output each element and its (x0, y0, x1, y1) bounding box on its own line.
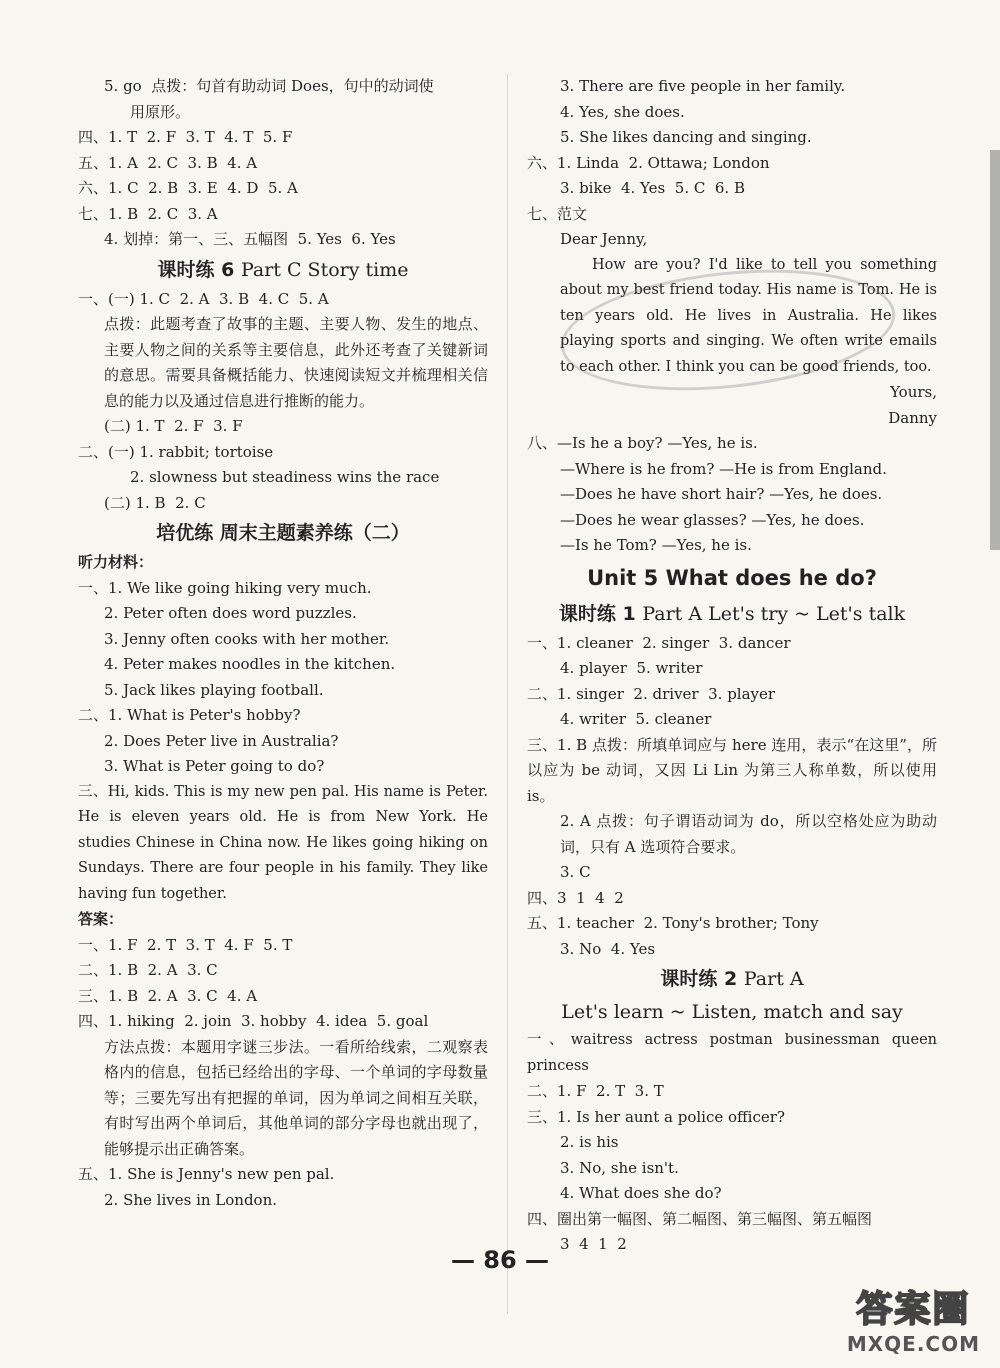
answer-line: 八、—Is he a boy? —Yes, he is. (527, 434, 758, 452)
answer-line: 用原形。 (130, 102, 191, 121)
section-heading (527, 962, 937, 996)
answer-line: 3. There are five people in her family. (560, 77, 846, 95)
answer-line: —Where is he from? —He is from England. (560, 459, 887, 478)
page-edge-tab (990, 150, 1000, 550)
listening-passage: 三、Hi, kids. This is my new pen pal. His name is Peter. He is eleven years old. He is from New York. He studies Chinese in China now. He likes going hiking on Sundays. There are four people in his family. They like having fun together. (78, 783, 488, 902)
answer-line: 七、范文 (527, 204, 588, 223)
answer-line: 七、1. B 2. C 3. A (78, 204, 218, 223)
tip-paragraph: 三、1. B 点拨：所填单词应与 here 连用，表示“在这里”，所以应为 be 动词，又因 Li Lin 为第三人称单数，所以使用 is。 (527, 735, 937, 805)
page-number: — 86 — (450, 1246, 550, 1274)
unit-title: Unit 5 What does he do? (587, 565, 877, 590)
right-column (527, 74, 937, 1258)
answer-line: 五、1. A 2. C 3. B 4. A (78, 153, 258, 172)
answer-line: 六、1. Linda 2. Ottawa; London (527, 153, 770, 172)
answer-line: 二、1. B 2. A 3. C (78, 961, 218, 979)
answer-line: 五、1. She is Jenny's new pen pal. (78, 1165, 335, 1183)
answer-line: 3 4 1 2 (560, 1235, 627, 1253)
tip-paragraph: 2. A 点拨：句子谓语动词为 do，所以空格处应为助动词，只有 A 选项符合要求。 (560, 812, 937, 856)
answer-line: —Does he have short hair? —Yes, he does. (560, 485, 883, 503)
answer-line: 2. slowness but steadiness wins the race (130, 468, 440, 486)
answer-line: 4. What does she do? (560, 1184, 722, 1202)
site-watermark-logo (847, 1281, 980, 1356)
answer-line: 3. Jenny often cooks with her mother. (104, 629, 390, 648)
letter-signature: Danny (888, 408, 937, 427)
heading-en: Part A (743, 968, 804, 990)
watermark-brand: 答案圈 (856, 1289, 971, 1330)
section-heading (527, 597, 937, 631)
answer-line: 一、1. F 2. T 3. T 4. F 5. T (78, 935, 293, 954)
answer-line: (二) 1. B 2. C (104, 493, 206, 512)
section-heading: 培优练 周末主题素养练（二） (156, 522, 410, 544)
section-subtitle: Let's learn ~ Listen, match and say (561, 1001, 903, 1023)
answer-line: 3. What is Peter going to do? (104, 757, 325, 775)
heading-cn: 课时练 1 (558, 602, 636, 625)
answer-line: 五、1. teacher 2. Tony's brother; Tony (527, 914, 819, 932)
answer-line: 5. She likes dancing and singing. (560, 128, 812, 146)
letter-greeting: Dear Jenny, (560, 230, 648, 248)
answer-line: 三、1. B 2. A 3. C 4. A (78, 986, 258, 1005)
answer-line: 3. No, she isn't. (560, 1158, 679, 1177)
heading-cn: 课时练 2 (660, 968, 738, 990)
tip-paragraph: 点拨：此题考查了故事的主题、主要人物、发生的地点、主要人物之间的关系等主要信息，此外还考查了关键新词的意思。需要具备概括能力、快速阅读短文并梳理相关信息的能力以及通过信息进行推断的能力。 (104, 315, 488, 410)
answer-line: 一、waitress actress postman businessman queen princess (527, 1032, 937, 1074)
answer-line: 三、1. Is her aunt a police officer? (527, 1107, 785, 1126)
answer-line: 2. She lives in London. (104, 1190, 278, 1209)
watermark-url: MXQE.COM (846, 1332, 980, 1356)
answer-line: 5. go 点拨：句首有助动词 Does，句中的动词使 (104, 77, 434, 95)
answer-line: 四、1. T 2. F 3. T 4. T 5. F (78, 128, 293, 146)
answer-line: 一、(一) 1. C 2. A 3. B 4. C 5. A (78, 289, 329, 308)
method-tip-paragraph: 方法点拨：本题用字谜三步法。一看所给线索，二观察表格内的信息，包括已经给出的字母、一个单词的字母数量等；三要先写出有把握的单词，因为单词之间相互关联，有时写出两个单词后，其他单词的部分字母也就出现了，能够提示出正确答案。 (104, 1037, 488, 1158)
answer-line: 4. player 5. writer (560, 659, 703, 677)
section-heading (78, 253, 488, 287)
answer-line: 一、1. We like going hiking very much. (78, 578, 372, 597)
answer-line: 5. Jack likes playing football. (104, 680, 324, 699)
heading-cn: 课时练 6 (157, 258, 235, 281)
letter-body: How are you? I'd like to tell you something about my best friend today. His name is Tom. He is ten years old. He lives in Australia. He likes playing sports and singing. We often write emails to each other. I think you can be good friends, too. (560, 256, 937, 375)
answer-line: 4. Yes, she does. (560, 102, 685, 121)
answer-line: 2. is his (560, 1133, 619, 1151)
answer-line: 二、1. singer 2. driver 3. player (527, 684, 776, 703)
left-column (78, 74, 488, 1213)
answer-line: 2. Does Peter live in Australia? (104, 731, 339, 750)
column-divider (507, 74, 508, 1314)
answer-line: 四、3 1 4 2 (527, 888, 624, 907)
answer-line: —Is he Tom? —Yes, he is. (560, 536, 752, 554)
letter-closing: Yours, (890, 383, 937, 401)
answer-line: 一、1. cleaner 2. singer 3. dancer (527, 633, 791, 652)
answer-line: 3. bike 4. Yes 5. C 6. B (560, 179, 745, 197)
answer-line: 二、(一) 1. rabbit; tortoise (78, 442, 274, 461)
answer-line: 四、1. hiking 2. join 3. hobby 4. idea 5. goal (78, 1012, 429, 1030)
answer-line: 答案： (78, 910, 124, 928)
answer-line: 4. writer 5. cleaner (560, 710, 712, 728)
answer-line: 二、1. What is Peter's hobby? (78, 706, 301, 724)
answer-line: (二) 1. T 2. F 3. F (104, 417, 243, 435)
answer-line: 四、圈出第一幅图、第二幅图、第三幅图、第五幅图 (527, 1209, 873, 1228)
answer-line: 听力材料： (78, 553, 154, 571)
answer-line: 3. No 4. Yes (560, 939, 656, 958)
answer-line: 二、1. F 2. T 3. T (527, 1082, 664, 1100)
answer-line: 4. Peter makes noodles in the kitchen. (104, 655, 396, 673)
answer-line: —Does he wear glasses? —Yes, he does. (560, 510, 865, 529)
heading-en: Part C Story time (240, 258, 409, 281)
answer-line: 六、1. C 2. B 3. E 4. D 5. A (78, 179, 298, 197)
answer-line: 3. C (560, 863, 591, 881)
heading-en: Part A Let's try ~ Let's talk (642, 602, 906, 625)
answer-line: 4. 划掉：第一、三、五幅图 5. Yes 6. Yes (104, 230, 396, 248)
answer-line: 2. Peter often does word puzzles. (104, 604, 357, 622)
